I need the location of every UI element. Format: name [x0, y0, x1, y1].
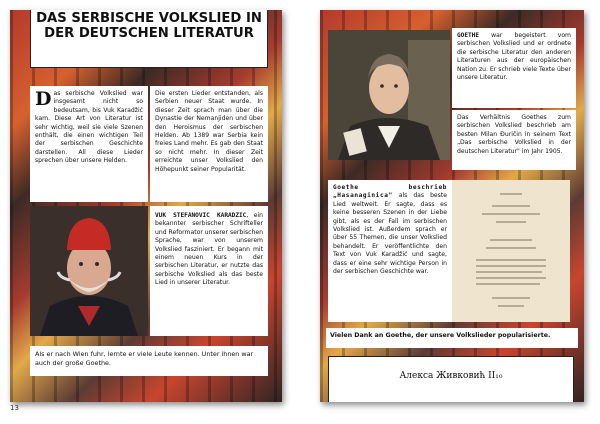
- hasanaginica-text: als das beste Lied weltweit. Er sagte, dass es keine besseren Szenen in der Liebe gibt, als es der Fall im serbischen Volkslied ist. Außerdem sprach er über 55 Themen, die unser Volkslied behandelt. Er veröffentlichte den Text von Vuk Karadžić und sagte, dass er eine sehr wichtige Person in der serbischen Geschichte war.: [333, 192, 447, 276]
- left-page: [10, 10, 282, 402]
- history-text-box: Die ersten Lieder entstanden, als Serbien neuer Staat wurde. In dieser Zeit sprach man über die Dynastie der Nemanjiden und über den Heroismus der serbischen Helden. Ab 1389 war Serbia kein freies Land mehr. Es gab den Staat so nicht mehr. In dieser Zeit erreichte unser Volkslied den Höhepunkt seiner Popularität.: [150, 86, 268, 202]
- thanks-text-box: Vielen Dank an Goethe, der unsere Volkslieder popularisierte.: [326, 328, 578, 348]
- goethe-name: GOETHE: [457, 32, 480, 39]
- relation-text-box: Das Verhältnis Goethes zum serbischen Volkslied beschrieb am besten Milan Đuričin in seinem Text „Das serbische Volkslied in der deutschen Literatur" im Jahr 1905.: [452, 110, 576, 170]
- goethe-portrait: [328, 30, 450, 160]
- page-number: 13: [10, 404, 19, 412]
- hasanaginica-lead: Goethe beschrieb „Hasanaginica": [333, 184, 447, 200]
- drop-cap: D: [35, 88, 52, 110]
- vuk-text-box: [150, 206, 268, 336]
- intro-text-box: [30, 86, 148, 202]
- right-page: [320, 10, 584, 402]
- manuscript-image: [452, 180, 570, 322]
- hasanaginica-text-box: [328, 180, 452, 322]
- vuk-karadzic-portrait: [30, 206, 148, 336]
- author-box: Алекса Живковић II₁₀: [328, 356, 574, 402]
- vuk-name: VUK STEFANOVIC KARADZIC: [155, 212, 247, 219]
- goethe-text-box: [452, 28, 576, 108]
- goethe-text: war begeistert vom serbischen Volkslied und er ordnete die serbische Literatur den anderen Literaturen aus der europäischen Nation zu. Er schrieb viele Texte über unsere Literatur.: [457, 32, 571, 82]
- vuk-text: , ein bekannter serbischer Schrifteller und Reformator unserer serbischen Sprache, war von unserem Volkslied fasziniert. Er begann mit einem neuen Kurs in der serbischen Literatur, er nutzte das serbische Volkslied als das beste Lied in unserer Literatur.: [155, 212, 263, 287]
- vienna-text-box: Als er nach Wien fuhr, lernte er viele Leute kennen. Unter ihnen war auch der große Goethe.: [30, 346, 268, 376]
- intro-text: as serbische Volkslied war insgesamt nicht so bedeutsam, bis Vuk Karadžić kam. Diese Art von Literatur ist sehr wichtig, weil sie viele Szenen enthält, die einen wichtigen Teil der serbischen Geschichte darstellen. All diese Lieder sprechen über unsere Helden.: [35, 90, 143, 165]
- page-title: DAS SERBISCHE VOLKSLIED IN DER DEUTSCHEN LITERATUR: [30, 10, 268, 68]
